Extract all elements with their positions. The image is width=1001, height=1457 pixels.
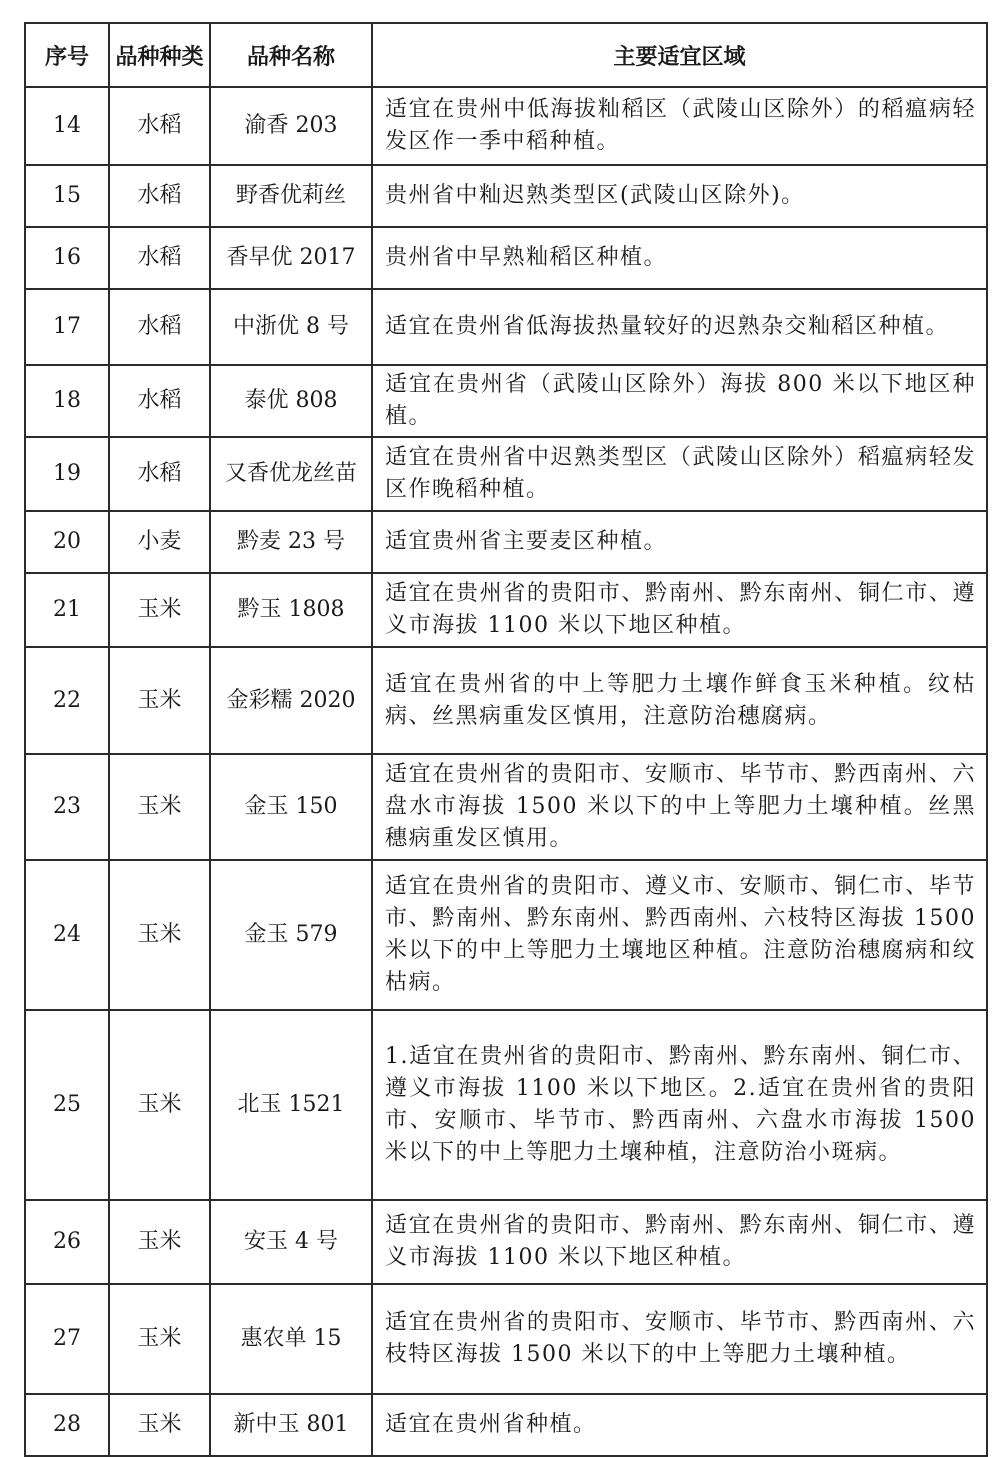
table-row bbox=[25, 365, 987, 437]
table-row bbox=[25, 87, 987, 165]
cell-variety-type: 水稻 bbox=[109, 289, 210, 365]
header-variety-name: 品种名称 bbox=[210, 23, 372, 87]
table-row bbox=[25, 573, 987, 647]
cell-suitable-area: 适宜在贵州中低海拔籼稻区（武陵山区除外）的稻瘟病轻发区作一季中稻种植。 bbox=[372, 87, 987, 165]
table-row bbox=[25, 1200, 987, 1284]
cell-serial-number: 23 bbox=[25, 754, 109, 860]
table-row bbox=[25, 647, 987, 754]
cell-variety-type: 玉米 bbox=[109, 1010, 210, 1200]
cell-variety-type: 玉米 bbox=[109, 1200, 210, 1284]
variety-table bbox=[24, 22, 988, 1457]
cell-variety-name: 北玉 1521 bbox=[210, 1010, 372, 1200]
cell-suitable-area: 贵州省中籼迟熟类型区(武陵山区除外)。 bbox=[372, 165, 987, 227]
cell-serial-number: 27 bbox=[25, 1284, 109, 1394]
cell-variety-type: 水稻 bbox=[109, 165, 210, 227]
cell-variety-name: 金玉 579 bbox=[210, 860, 372, 1010]
cell-serial-number: 17 bbox=[25, 289, 109, 365]
cell-variety-name: 新中玉 801 bbox=[210, 1394, 372, 1456]
table-row bbox=[25, 227, 987, 289]
cell-suitable-area: 适宜在贵州省低海拔热量较好的迟熟杂交籼稻区种植。 bbox=[372, 289, 987, 365]
header-suitable-area: 主要适宜区域 bbox=[372, 23, 987, 87]
cell-suitable-area: 适宜在贵州省（武陵山区除外）海拔 800 米以下地区种植。 bbox=[372, 365, 987, 437]
cell-serial-number: 14 bbox=[25, 87, 109, 165]
cell-serial-number: 16 bbox=[25, 227, 109, 289]
cell-suitable-area: 适宜在贵州省的贵阳市、安顺市、毕节市、黔西南州、六盘水市海拔 1500 米以下的中上等肥力土壤种植。丝黑穗病重发区慎用。 bbox=[372, 754, 987, 860]
cell-variety-type: 玉米 bbox=[109, 754, 210, 860]
cell-variety-name: 惠农单 15 bbox=[210, 1284, 372, 1394]
cell-suitable-area: 1.适宜在贵州省的贵阳市、黔南州、黔东南州、铜仁市、遵义市海拔 1100 米以下地区。2.适宜在贵州省的贵阳市、安顺市、毕节市、黔西南州、六盘水市海拔 1500 米以下的中上等肥力土壤种植，注意防治小斑病。 bbox=[372, 1010, 987, 1200]
cell-variety-type: 小麦 bbox=[109, 511, 210, 573]
table-row bbox=[25, 1010, 987, 1200]
cell-serial-number: 25 bbox=[25, 1010, 109, 1200]
cell-variety-name: 渝香 203 bbox=[210, 87, 372, 165]
cell-variety-name: 泰优 808 bbox=[210, 365, 372, 437]
cell-variety-type: 玉米 bbox=[109, 647, 210, 754]
table-row bbox=[25, 289, 987, 365]
cell-serial-number: 19 bbox=[25, 437, 109, 511]
table-row bbox=[25, 437, 987, 511]
cell-suitable-area: 适宜在贵州省的贵阳市、黔南州、黔东南州、铜仁市、遵义市海拔 1100 米以下地区种植。 bbox=[372, 573, 987, 647]
cell-serial-number: 15 bbox=[25, 165, 109, 227]
cell-suitable-area: 适宜在贵州省的贵阳市、安顺市、毕节市、黔西南州、六枝特区海拔 1500 米以下的中上等肥力土壤种植。 bbox=[372, 1284, 987, 1394]
cell-suitable-area: 适宜在贵州省中迟熟类型区（武陵山区除外）稻瘟病轻发区作晚稻种植。 bbox=[372, 437, 987, 511]
cell-variety-name: 金玉 150 bbox=[210, 754, 372, 860]
cell-variety-type: 玉米 bbox=[109, 573, 210, 647]
cell-serial-number: 26 bbox=[25, 1200, 109, 1284]
header-variety-type: 品种种类 bbox=[109, 23, 210, 87]
cell-variety-name: 金彩糯 2020 bbox=[210, 647, 372, 754]
cell-suitable-area: 适宜在贵州省的贵阳市、遵义市、安顺市、铜仁市、毕节市、黔南州、黔东南州、黔西南州、六枝特区海拔 1500 米以下的中上等肥力土壤地区种植。注意防治穗腐病和纹枯病。 bbox=[372, 860, 987, 1010]
cell-serial-number: 21 bbox=[25, 573, 109, 647]
cell-serial-number: 28 bbox=[25, 1394, 109, 1456]
table-row bbox=[25, 1394, 987, 1456]
cell-suitable-area: 适宜贵州省主要麦区种植。 bbox=[372, 511, 987, 573]
table-row bbox=[25, 511, 987, 573]
cell-variety-type: 玉米 bbox=[109, 1394, 210, 1456]
cell-variety-type: 玉米 bbox=[109, 860, 210, 1010]
header-serial-number: 序号 bbox=[25, 23, 109, 87]
cell-suitable-area: 适宜在贵州省的贵阳市、黔南州、黔东南州、铜仁市、遵义市海拔 1100 米以下地区种植。 bbox=[372, 1200, 987, 1284]
cell-variety-type: 水稻 bbox=[109, 227, 210, 289]
cell-variety-name: 中浙优 8 号 bbox=[210, 289, 372, 365]
table-row bbox=[25, 754, 987, 860]
variety-table-page bbox=[24, 22, 986, 1457]
table-row bbox=[25, 1284, 987, 1394]
cell-variety-type: 水稻 bbox=[109, 87, 210, 165]
cell-suitable-area: 适宜在贵州省种植。 bbox=[372, 1394, 987, 1456]
cell-variety-type: 水稻 bbox=[109, 437, 210, 511]
cell-variety-name: 野香优莉丝 bbox=[210, 165, 372, 227]
cell-variety-name: 又香优龙丝苗 bbox=[210, 437, 372, 511]
cell-variety-name: 安玉 4 号 bbox=[210, 1200, 372, 1284]
cell-variety-name: 黔麦 23 号 bbox=[210, 511, 372, 573]
cell-serial-number: 22 bbox=[25, 647, 109, 754]
cell-suitable-area: 贵州省中早熟籼稻区种植。 bbox=[372, 227, 987, 289]
cell-variety-name: 黔玉 1808 bbox=[210, 573, 372, 647]
cell-serial-number: 20 bbox=[25, 511, 109, 573]
cell-suitable-area: 适宜在贵州省的中上等肥力土壤作鲜食玉米种植。纹枯病、丝黑病重发区慎用，注意防治穗腐病。 bbox=[372, 647, 987, 754]
cell-variety-type: 玉米 bbox=[109, 1284, 210, 1394]
table-header-row bbox=[25, 23, 987, 87]
cell-variety-type: 水稻 bbox=[109, 365, 210, 437]
cell-variety-name: 香早优 2017 bbox=[210, 227, 372, 289]
table-row bbox=[25, 860, 987, 1010]
cell-serial-number: 18 bbox=[25, 365, 109, 437]
cell-serial-number: 24 bbox=[25, 860, 109, 1010]
table-row bbox=[25, 165, 987, 227]
